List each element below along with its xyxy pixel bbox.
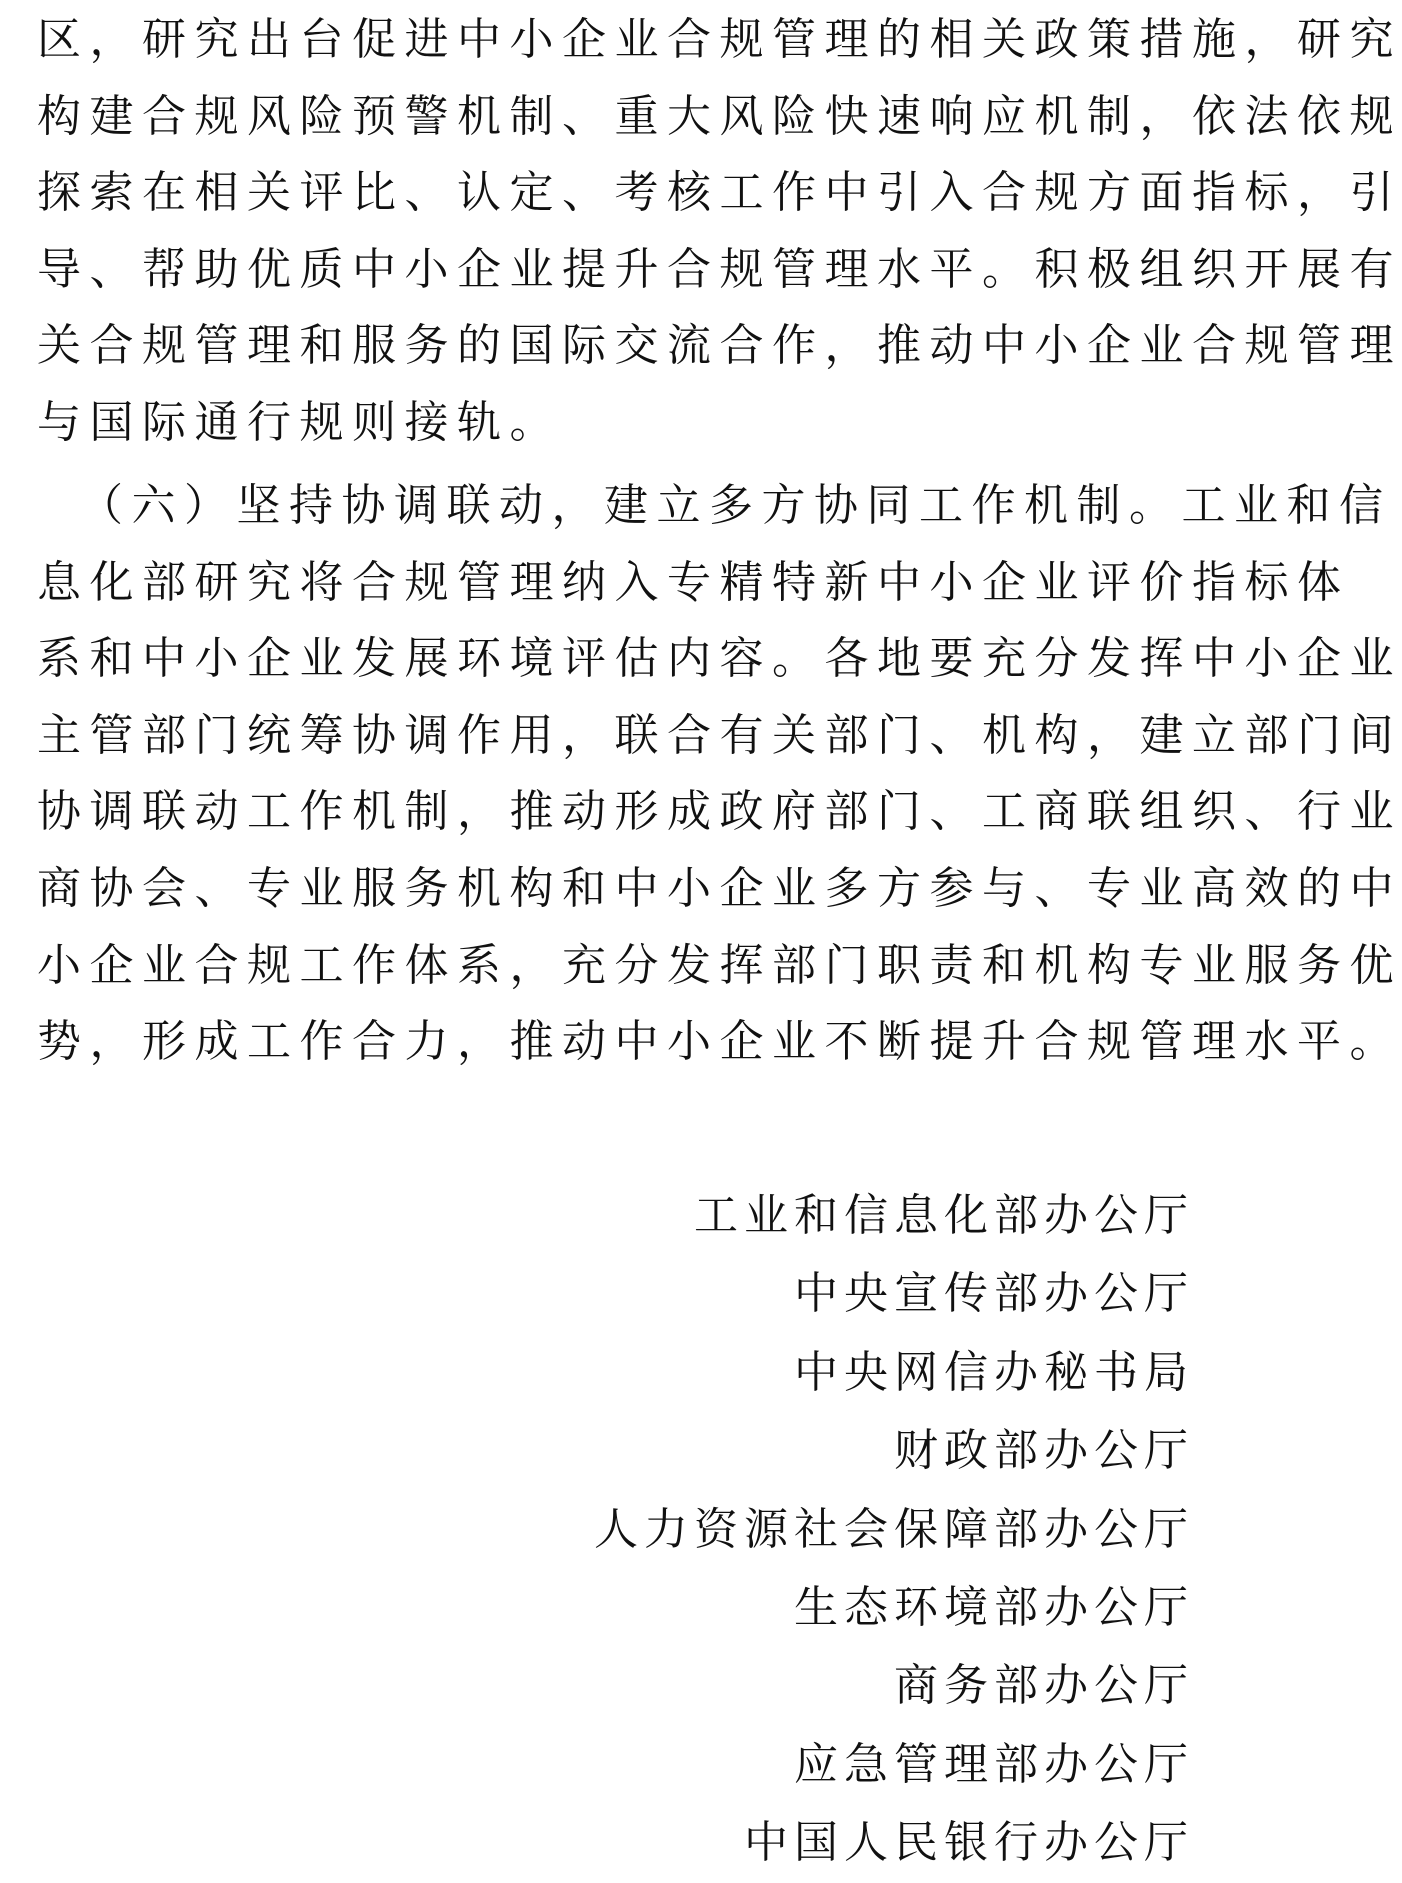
signature-line: 财政部办公厅	[894, 1425, 1194, 1477]
text-line: 探索在相关评比、认定、考核工作中引入合规方面指标，引	[37, 167, 1402, 219]
text-line: 协调联动工作机制，推动形成政府部门、工商联组织、行业	[37, 786, 1402, 838]
signature-line: 中央网信办秘书局	[794, 1346, 1194, 1398]
signature-line: 工业和信息化部办公厅	[694, 1190, 1194, 1241]
text-line: 小企业合规工作体系，充分发挥部门职责和机构专业服务优	[37, 939, 1402, 991]
text-line: 势，形成工作合力，推动中小企业不断提升合规管理水平。	[37, 1016, 1402, 1068]
signature-line: 中国人民银行办公厅	[744, 1817, 1194, 1869]
text-line: 与国际通行规则接轨。	[37, 396, 562, 448]
signature-block	[394, 1177, 1194, 1883]
text-line: （六）坚持协调联动，建立多方协同工作机制。工业和信	[79, 480, 1392, 531]
signature-line: 人力资源社会保障部办公厅	[594, 1503, 1194, 1555]
signature-line: 中央宣传部办公厅	[794, 1268, 1194, 1320]
signature-line: 应急管理部办公厅	[794, 1738, 1194, 1790]
text-line: 构建合规风险预警机制、重大风险快速响应机制，依法依规	[37, 90, 1402, 142]
text-line: 系和中小企业发展环境评估内容。各地要充分发挥中小企业	[37, 633, 1402, 685]
text-line: 关合规管理和服务的国际交流合作，推动中小企业合规管理	[37, 320, 1402, 372]
text-line: 商协会、专业服务机构和中小企业多方参与、专业高效的中	[37, 862, 1402, 914]
text-line: 导、帮助优质中小企业提升合规管理水平。积极组织开展有	[37, 243, 1402, 295]
paragraph-compliance-policy	[37, 2, 1402, 462]
text-line: 区，研究出台促进中小企业合规管理的相关政策措施，研究	[37, 14, 1402, 65]
signature-line: 生态环境部办公厅	[794, 1581, 1194, 1633]
text-line: 息化部研究将合规管理纳入专精特新中小企业评价指标体	[37, 556, 1350, 608]
text-line: 主管部门统筹协调作用，联合有关部门、机构，建立部门间	[37, 709, 1402, 761]
signature-line: 商务部办公厅	[894, 1660, 1194, 1712]
paragraph-coordination-mechanism	[37, 468, 1402, 1081]
